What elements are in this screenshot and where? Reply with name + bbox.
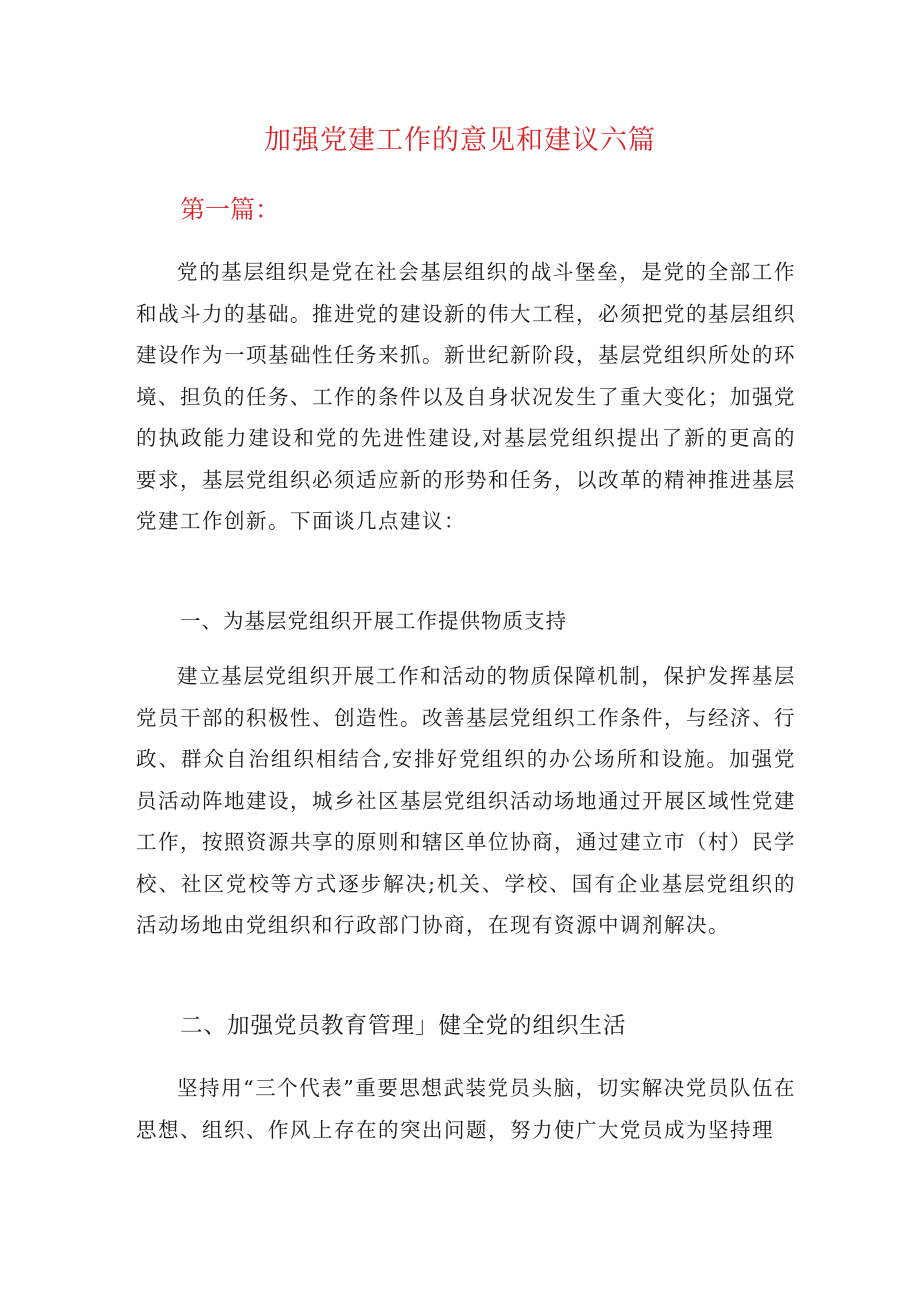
document-title: 加强党建工作的意见和建议六篇	[264, 125, 656, 156]
part-heading: 第一篇：	[180, 195, 281, 224]
paragraph-section-1: 建立基层党组织开展工作和活动的物质保障机制，保护发挥基层党员干部的积极性、创造性。改善基层党组织工作条件，与经济、行政、群众自治组织相结合,安排好党组织的办公场所和设施。加强党员活动阵地建设，城乡社区基层党组织活动场地通过开展区域性党建工作，按照资源共享的原则和辖区单位协商，通过建立市（村）民学校、社区党校等方式逐步解决;机关、学校、国有企业基层党组织的活动场地由党组织和行政部门协商，在现有资源中调剂解决。	[136, 664, 796, 937]
paragraph-section-2: 坚持用“三个代表”重要思想武装党员头脑，切实解决党员队伍在思想、组织、作风上存在的突出问题，努力使广大党员成为坚持理	[136, 1076, 796, 1142]
paragraph-intro: 党的基层组织是党在社会基层组织的战斗堡垒，是党的全部工作和战斗力的基础。推进党的建设新的伟大工程，必须把党的基层组织建设作为一项基础性任务来抓。新世纪新阶段，基层党组织所处的环境、担负的任务、工作的条件以及自身状况发生了重大变化；加强党的执政能力建设和党的先进性建设,对基层党组织提出了新的更高的要求，基层党组织必须适应新的形势和任务，以改革的精神推进基层党建工作创新。下面谈几点建议：	[136, 260, 796, 533]
section-heading-1: 一、为基层党组织开展工作提供物质支持	[180, 609, 567, 633]
section-heading-2: 二、加强党员教育管理」健全党的组织生活	[180, 1013, 627, 1039]
